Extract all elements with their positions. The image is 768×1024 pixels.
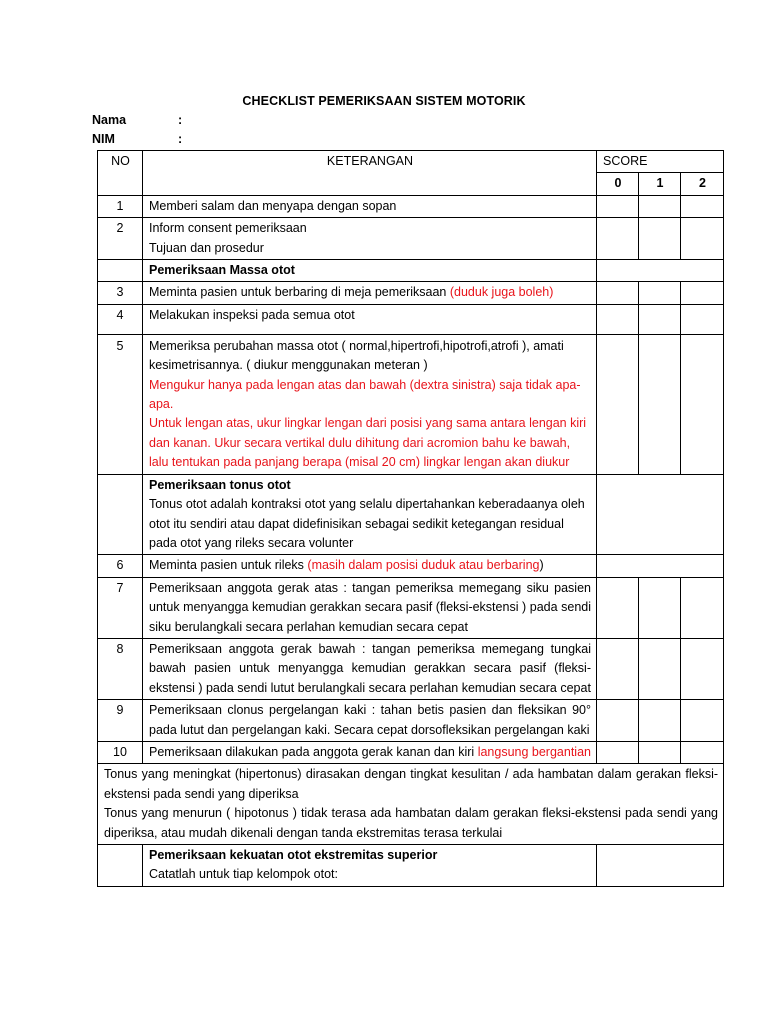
row-text-red-1: Mengukur hanya pada lengan atas dan bawah (dextra sinistra) saja tidak apa-apa.	[149, 377, 581, 412]
row-text-line: Tujuan dan prosedur	[149, 240, 264, 255]
field-nama-label: Nama	[92, 113, 127, 127]
score-cell-2[interactable]	[681, 282, 724, 304]
note-hipertonus: Tonus yang meningkat (hipertonus) dirasakan dengan tingkat kesulitan / ada hambatan dalam gerakan fleksi-ekstensi pada sendi yang diperiksa	[104, 767, 719, 801]
score-cell-0[interactable]	[597, 218, 639, 260]
section-score-cell	[597, 474, 724, 555]
score-col-1: 1	[639, 173, 681, 195]
row-text	[143, 218, 597, 260]
score-cell-2[interactable]	[681, 218, 724, 260]
field-nim	[92, 132, 182, 146]
field-nim-label: NIM	[92, 132, 115, 146]
section-tonus	[143, 474, 597, 555]
tonus-note	[98, 764, 724, 845]
score-cell-0[interactable]	[597, 304, 639, 334]
score-cell-1[interactable]	[639, 577, 681, 638]
table-row	[98, 638, 724, 699]
row-text: Pemeriksaan clonus pergelangan kaki : tahan betis pasien dan fleksikan 90° pada lutut dan pergelangan kaki. Secara cepat dorsofleksikan pergelangan kaki	[143, 700, 597, 742]
header-score: SCORE	[597, 151, 724, 173]
score-cell-1[interactable]	[639, 195, 681, 217]
score-cell-1[interactable]	[639, 304, 681, 334]
row-6-score-cell	[597, 555, 724, 577]
table-row	[98, 741, 724, 763]
row-text-red: (masih dalam posisi duduk atau berbaring	[307, 558, 540, 573]
score-cell-1[interactable]	[639, 218, 681, 260]
field-nim-sep: :	[178, 132, 183, 146]
table-row	[98, 555, 724, 577]
section-title-tonus: Pemeriksaan tonus otot	[149, 477, 291, 492]
note-hipotonus: Tonus yang menurun ( hipotonus ) tidak terasa ada hambatan dalam gerakan fleksi-ekstensi pada sendi yang diperiksa, atau mudah dikenali dengan tanda ekstremitas terasa terkulai	[104, 806, 719, 840]
score-cell-0[interactable]	[597, 282, 639, 304]
row-number: 6	[98, 555, 143, 577]
section-no-cell	[98, 845, 143, 887]
table-row	[98, 282, 724, 304]
section-title-kekuatan: Pemeriksaan kekuatan otot ekstremitas superior	[149, 848, 438, 862]
section-score-cell	[597, 260, 724, 282]
row-number: 7	[98, 577, 143, 638]
note-row	[98, 764, 724, 845]
score-cell-0[interactable]	[597, 741, 639, 763]
row-text-main: Meminta pasien untuk berbaring di meja pemeriksaan	[149, 285, 450, 300]
score-col-2: 2	[681, 173, 724, 195]
row-text-red-2: Untuk lengan atas, ukur lingkar lengan dari posisi yang sama antara lengan kiri dan kanan. Ukur secara vertikal dulu dihitung dari acromion bahu ke bawah, lalu tentukan pada panjang berapa (misal 20 cm) lingkar lengan akan diukur	[149, 416, 587, 470]
table-row	[98, 218, 724, 260]
row-text-red: langsung bergantian	[477, 744, 591, 759]
table-row	[98, 700, 724, 742]
score-cell-2[interactable]	[681, 334, 724, 474]
table-header-row	[98, 151, 724, 173]
section-row	[98, 260, 724, 282]
score-cell-1[interactable]	[639, 741, 681, 763]
section-row	[98, 474, 724, 555]
row-text-tail: )	[539, 558, 544, 573]
score-cell-0[interactable]	[597, 577, 639, 638]
row-number: 3	[98, 282, 143, 304]
page-title: CHECKLIST PEMERIKSAAN SISTEM MOTORIK	[242, 94, 526, 108]
section-title-massa: Pemeriksaan Massa otot	[143, 260, 597, 282]
row-text: Pemeriksaan anggota gerak atas : tangan pemeriksa memegang siku pasien untuk menyangga kemudian gerakkan secara pasif (fleksi-ekstensi ) pada sendi siku berulangkali secara perlahan kemudian secara cepat	[143, 577, 597, 638]
row-text-main: Pemeriksaan dilakukan pada anggota gerak kanan dan kiri	[149, 744, 478, 759]
section-no-cell	[98, 474, 143, 555]
row-number: 8	[98, 638, 143, 699]
score-cell-2[interactable]	[681, 195, 724, 217]
score-cell-1[interactable]	[639, 282, 681, 304]
row-text	[143, 334, 597, 474]
score-cell-2[interactable]	[681, 638, 724, 699]
section-no-cell	[98, 260, 143, 282]
score-cell-2[interactable]	[681, 577, 724, 638]
table-row	[98, 195, 724, 217]
score-cell-1[interactable]	[639, 638, 681, 699]
row-text: Melakukan inspeksi pada semua otot	[143, 304, 597, 334]
row-number: 9	[98, 700, 143, 742]
section-kekuatan	[143, 845, 597, 887]
row-number: 5	[98, 334, 143, 474]
row-text-red: (duduk juga boleh)	[449, 285, 554, 300]
field-nama-sep: :	[178, 113, 183, 127]
table-row	[98, 334, 724, 474]
row-text-main: Memeriksa perubahan massa otot ( normal,hipertrofi,hipotrofi,atrofi ), amati kesimetrisannya. ( diukur menggunakan meteran )	[149, 338, 564, 373]
score-cell-2[interactable]	[681, 304, 724, 334]
row-number: 4	[98, 304, 143, 334]
score-col-0: 0	[597, 173, 639, 195]
section-text-tonus: Tonus otot adalah kontraksi otot yang selalu dipertahankan keberadaanya oleh otot itu sendiri atau dapat didefinisikan sebagai sedikit ketegangan residual pada otot yang rileks secara volunter	[149, 497, 585, 550]
row-text: Pemeriksaan anggota gerak bawah : tangan pemeriksa memegang tungkai bawah pasien untuk menyangga kemudian gerakkan secara pasif (fleksi-ekstensi ) pada sendi lutut berulangkali secara perlahan kemudian secara cepat	[143, 638, 597, 699]
score-cell-1[interactable]	[639, 700, 681, 742]
table-row	[98, 577, 724, 638]
section-text-kekuatan: Catatlah untuk tiap kelompok otot:	[149, 867, 339, 882]
row-number: 10	[98, 741, 143, 763]
row-text	[143, 741, 597, 763]
score-cell-0[interactable]	[597, 700, 639, 742]
header-keterangan: KETERANGAN	[143, 151, 597, 196]
checklist-table	[97, 150, 724, 887]
section-row	[98, 845, 724, 887]
section-score-cell	[597, 845, 724, 887]
row-text-main: Meminta pasien untuk rileks	[149, 558, 308, 573]
score-cell-2[interactable]	[681, 741, 724, 763]
row-number: 1	[98, 195, 143, 217]
score-cell-2[interactable]	[681, 700, 724, 742]
table-row	[98, 304, 724, 334]
row-text	[143, 282, 597, 304]
field-nama	[92, 113, 182, 127]
score-cell-0[interactable]	[597, 638, 639, 699]
score-cell-1[interactable]	[639, 334, 681, 474]
row-number: 2	[98, 218, 143, 260]
score-cell-0[interactable]	[597, 195, 639, 217]
row-text: Memberi salam dan menyapa dengan sopan	[143, 195, 597, 217]
score-cell-0[interactable]	[597, 334, 639, 474]
header-no: NO	[98, 151, 143, 196]
row-text	[143, 555, 597, 577]
row-text-line: Inform consent pemeriksaan	[149, 221, 307, 236]
